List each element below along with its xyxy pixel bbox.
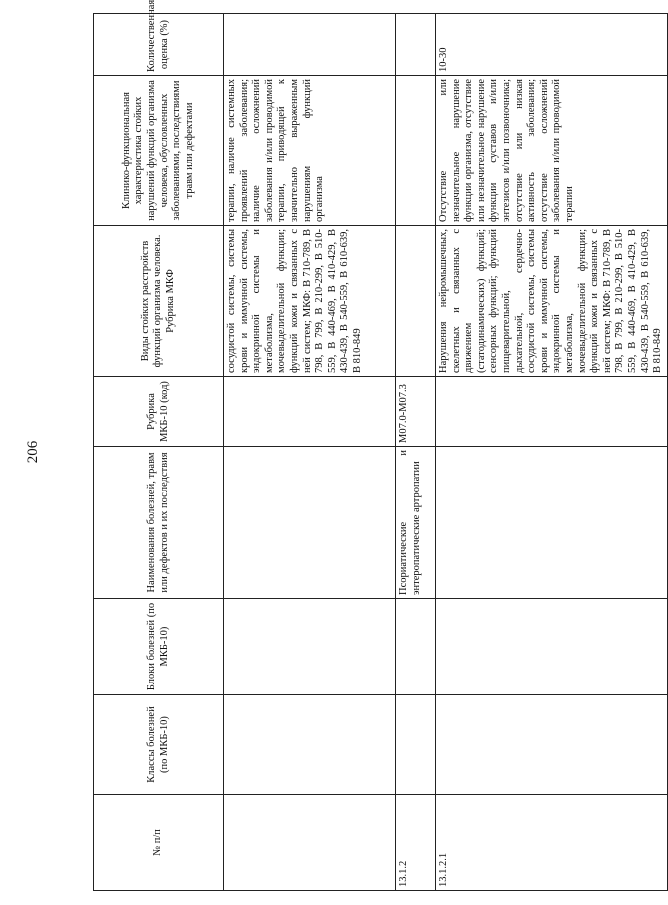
header-score: Количественная оценка (%) [94, 14, 224, 76]
cell-num: 13.1.2 [396, 795, 436, 891]
cell-blocks [396, 599, 436, 695]
cell-icd [224, 377, 396, 447]
cell-score [224, 14, 396, 76]
header-num: № п/п [94, 795, 224, 891]
cell-icd [436, 377, 668, 447]
cell-icf: Нарушения нейромышечных, скелетных и связанных с движением (статодинамических) функций; сенсорных функций; функций пищеварительной, дыхательной, сердечно-сосудистой системы, системы крови и иммунной системы, эндокринной системы и метаболизма, мочевыделительной функции; функций кожи и связанных с ней систем; МКФ: В 710-789, В 798, В 799, В 210-299, В 510-559, В 440-469, В 410-429, В 430-439, В 540-559, В 610-639, В 810-849 [436, 226, 668, 377]
header-classes: Классы болезней (по МКБ-10) [94, 695, 224, 795]
page-number: 206 [25, 440, 41, 464]
header-clinical: Клинико-функциональная характеристика стойких нарушений функций организма человека, обусловленных заболеваниями, последствиями травм или дефектами [94, 76, 224, 226]
header-names: Наименования болезней, травм или дефектов и их последствия [94, 447, 224, 599]
cell-names: Псориатические и энтеропатические артропатии [396, 447, 436, 599]
cell-names [436, 447, 668, 599]
table-row [436, 14, 668, 891]
table-header-row [94, 14, 224, 891]
cell-score: 10-30 [436, 14, 668, 76]
cell-icf: сосудистой системы, системы крови и иммунной системы, эндокринной системы и метаболизма, мочевыделительной функции; функций кожи и связанных с ней систем; МКФ: В 710-789, В 798, В 799, В 210-299, В 510-559, В 440-469, В 410-429, В 430-439, В 540-559, В 610-639, В 810-849 [224, 226, 396, 377]
header-icd: Рубрика МКБ-10 (код) [94, 377, 224, 447]
cell-classes [224, 695, 396, 795]
cell-names [224, 447, 396, 599]
header-icf: Виды стойких расстройств функций организма человека. Рубрика МКФ [94, 226, 224, 377]
cell-blocks [436, 599, 668, 695]
header-blocks: Блоки болезней (по МКБ-10) [94, 599, 224, 695]
table-row [396, 14, 436, 891]
disease-table [93, 0, 668, 891]
cell-num [224, 795, 396, 891]
cell-blocks [224, 599, 396, 695]
rotated-table-wrapper [93, 0, 664, 891]
cell-clinical: Отсутствие или незначительное нарушение функции организма, отсутствие или незначительное нарушение функции суставов и/или энтезисов и/или позвоночника; отсутствие или низкая активность заболевания; отсутствие осложнений заболевания и/или проводимой терапии [436, 76, 668, 226]
cell-clinical [396, 76, 436, 226]
table-row [224, 14, 396, 891]
cell-classes [436, 695, 668, 795]
cell-icd: M07.0-M07.3 [396, 377, 436, 447]
cell-icf [396, 226, 436, 377]
cell-score [396, 14, 436, 76]
cell-num: 13.1.2.1 [436, 795, 668, 891]
cell-classes [396, 695, 436, 795]
cell-clinical: терапии, наличие системных проявлений заболевания; наличие осложнений заболевания и/или проводимой терапии, приводящей к значительно выраженным нарушениям функций организма [224, 76, 396, 226]
